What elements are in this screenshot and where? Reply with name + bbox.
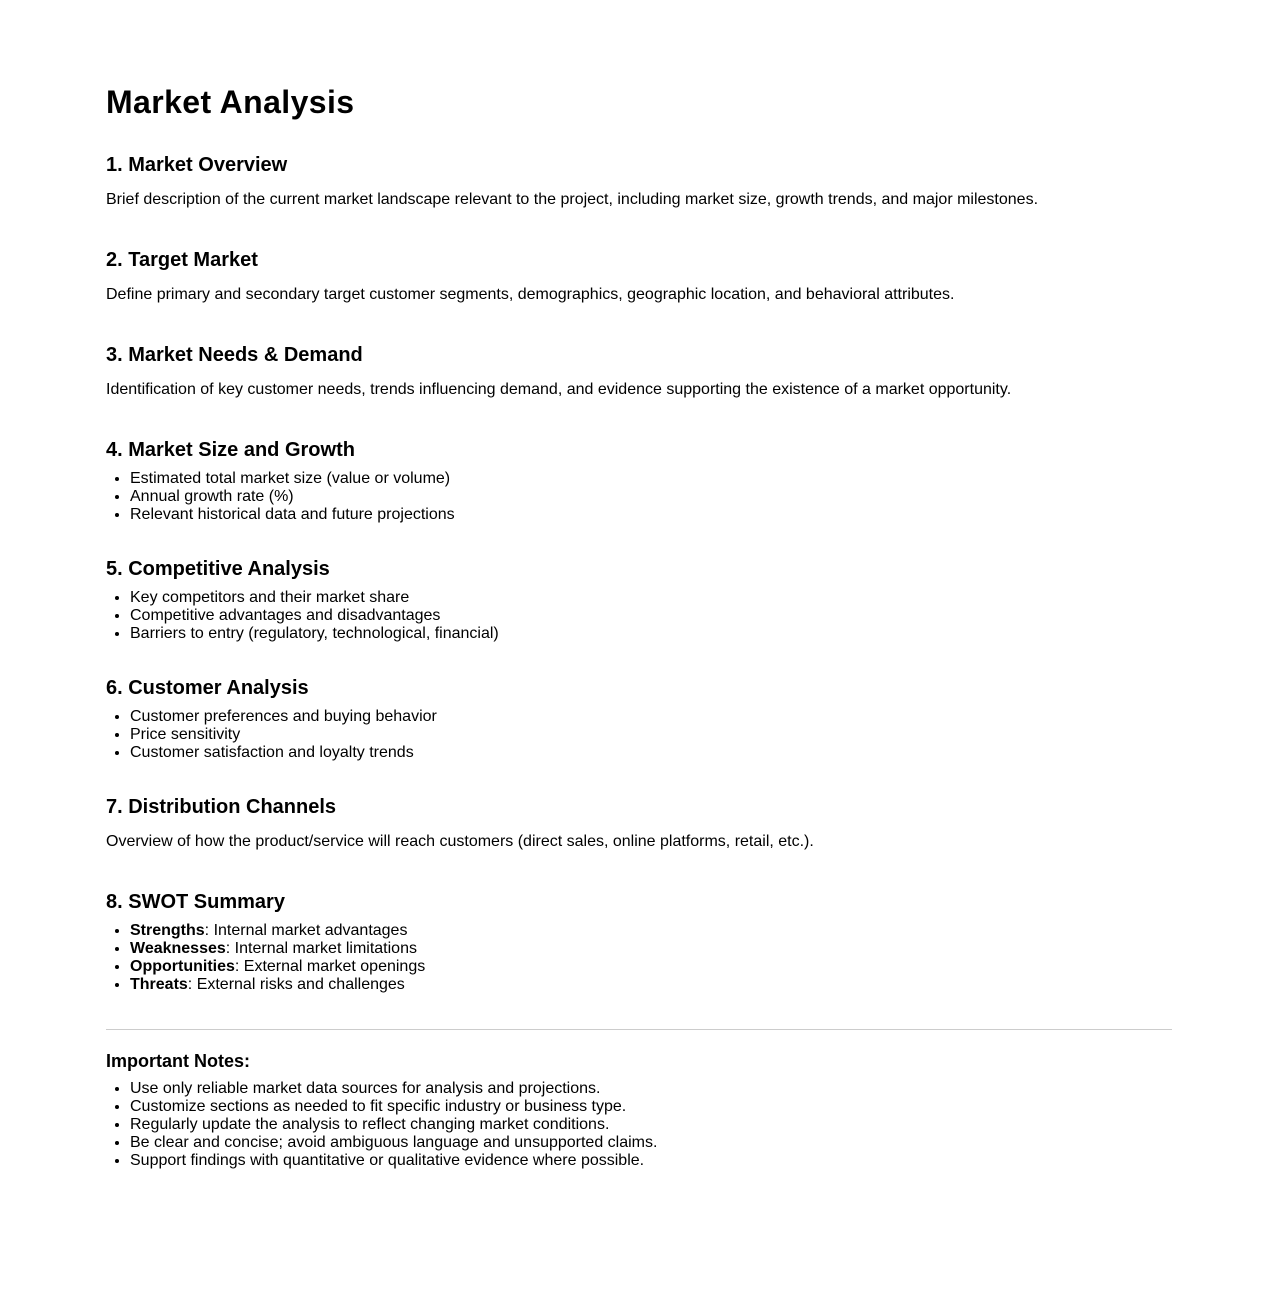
section-heading: 8. SWOT Summary <box>106 891 285 913</box>
list-item: • Key competitors and their market share <box>130 589 1172 607</box>
section-heading: 5. Competitive Analysis <box>106 558 330 580</box>
swot-term: Opportunities <box>130 958 235 975</box>
swot-term: Threats <box>130 976 188 993</box>
section-text: Overview of how the product/service will reach customers (direct sales, online platforms, retail, etc.). <box>106 833 814 850</box>
swot-desc: : Internal market limitations <box>225 940 417 957</box>
list-item: • Annual growth rate (%) <box>130 488 1172 506</box>
notes-list <box>106 1080 1172 1170</box>
swot-desc: : External market openings <box>234 958 426 975</box>
list-item: • Be clear and concise; avoid ambiguous language and unsupported claims. <box>130 1134 1172 1152</box>
section-target-market <box>106 248 1172 305</box>
list-item: • Customer preferences and buying behavior <box>130 708 1172 726</box>
section-heading: 7. Distribution Channels <box>106 796 337 818</box>
section-heading: 2. Target Market <box>106 249 258 271</box>
list-item: • Price sensitivity <box>130 726 1172 744</box>
section-competitive-analysis <box>106 557 1172 643</box>
document-page <box>106 0 1172 1170</box>
important-notes <box>106 1050 1172 1170</box>
swot-term: Strengths <box>130 922 205 939</box>
list-item: • Customer satisfaction and loyalty trends <box>130 744 1172 762</box>
notes-heading: Important Notes: <box>106 1051 250 1071</box>
list-item: • Barriers to entry (regulatory, technological, financial) <box>130 625 1172 643</box>
section-text: Identification of key customer needs, trends influencing demand, and evidence supporting the existence of a market opportunity. <box>106 381 1012 398</box>
section-market-overview <box>106 153 1172 210</box>
list-item: • Use only reliable market data sources for analysis and projections. <box>130 1080 1172 1098</box>
section-divider <box>106 1029 1172 1030</box>
list-item: • Competitive advantages and disadvantages <box>130 607 1172 625</box>
list-item: • Customize sections as needed to fit specific industry or business type. <box>130 1098 1172 1116</box>
section-customer-analysis <box>106 676 1172 762</box>
list-item: • Regularly update the analysis to reflect changing market conditions. <box>130 1116 1172 1134</box>
section-text: Brief description of the current market landscape relevant to the project, including market size, growth trends, and major milestones. <box>106 191 1039 208</box>
section-distribution-channels <box>106 795 1172 852</box>
section-heading: 3. Market Needs & Demand <box>106 344 363 366</box>
swot-item-opportunities <box>130 958 1172 976</box>
bullet-list <box>106 470 1172 524</box>
swot-desc: : Internal market advantages <box>204 922 408 939</box>
list-item: • Estimated total market size (value or volume) <box>130 470 1172 488</box>
page-title: Market Analysis <box>106 84 355 120</box>
swot-term: Weaknesses <box>130 940 226 957</box>
swot-item-strengths <box>130 922 1172 940</box>
section-market-size <box>106 438 1172 524</box>
section-heading: 6. Customer Analysis <box>106 677 309 699</box>
list-item: • Support findings with quantitative or qualitative evidence where possible. <box>130 1152 1172 1170</box>
swot-list <box>106 922 1172 994</box>
swot-item-weaknesses <box>130 940 1172 958</box>
section-heading: 4. Market Size and Growth <box>106 439 355 461</box>
section-heading: 1. Market Overview <box>106 154 288 176</box>
list-item: • Relevant historical data and future projections <box>130 506 1172 524</box>
section-market-needs <box>106 343 1172 400</box>
bullet-list <box>106 708 1172 762</box>
section-text: Define primary and secondary target customer segments, demographics, geographic location, and behavioral attributes. <box>106 286 955 303</box>
swot-item-threats <box>130 976 1172 994</box>
bullet-list <box>106 589 1172 643</box>
swot-desc: : External risks and challenges <box>187 976 405 993</box>
section-swot-summary <box>106 890 1172 994</box>
